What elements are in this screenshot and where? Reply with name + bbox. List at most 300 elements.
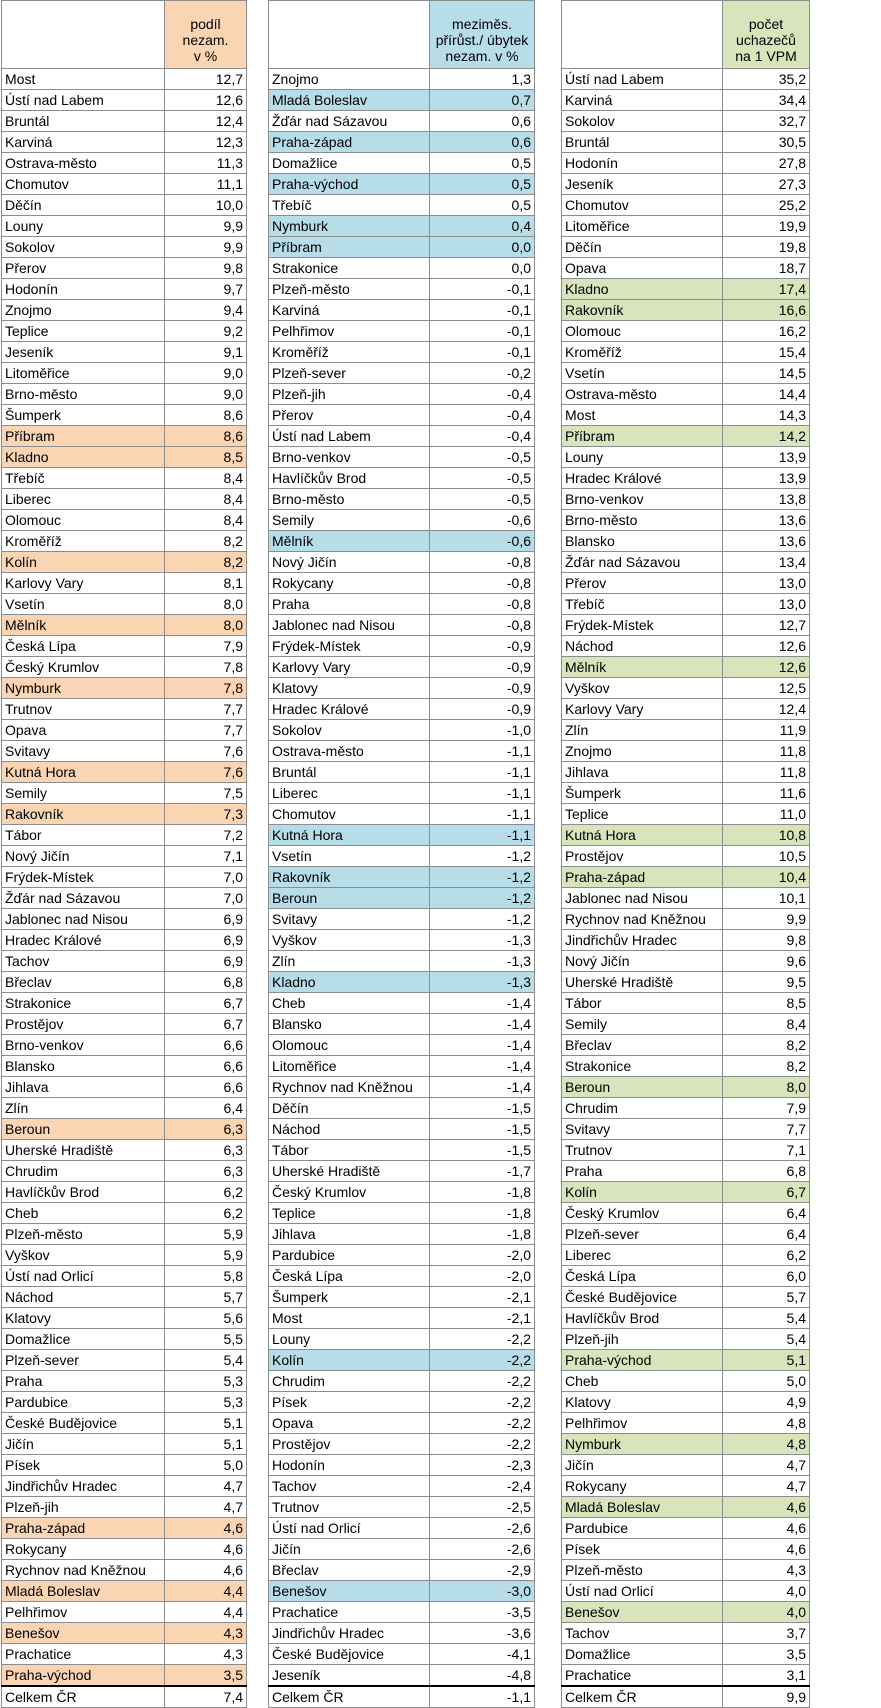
district-value: 7,5 [165, 783, 247, 804]
district-name: Rakovník [562, 300, 723, 321]
district-value: 6,7 [723, 1182, 810, 1203]
district-name: Brno-město [2, 384, 165, 405]
district-name: České Budějovice [2, 1413, 165, 1434]
table-row [2, 1329, 247, 1350]
district-name: Beroun [269, 888, 430, 909]
district-name: Český Krumlov [2, 657, 165, 678]
district-value: 8,4 [723, 1014, 810, 1035]
table-row [2, 1161, 247, 1182]
district-name: Žďár nad Sázavou [2, 888, 165, 909]
district-name: Jeseník [2, 342, 165, 363]
district-name: Vsetín [269, 846, 430, 867]
district-name: Prostějov [2, 1014, 165, 1035]
district-value: 4,7 [165, 1476, 247, 1497]
table-row [562, 888, 810, 909]
district-value: 4,0 [723, 1581, 810, 1602]
table-row [562, 279, 810, 300]
district-name: Tábor [562, 993, 723, 1014]
district-name: Tachov [562, 1623, 723, 1644]
district-value: -1,4 [430, 1014, 535, 1035]
table-row [562, 132, 810, 153]
district-value: 9,1 [165, 342, 247, 363]
district-value: 4,7 [723, 1476, 810, 1497]
district-name: Písek [562, 1539, 723, 1560]
district-value: -0,9 [430, 699, 535, 720]
district-value: -2,5 [430, 1497, 535, 1518]
district-name: Prachatice [269, 1602, 430, 1623]
table-row [269, 1329, 535, 1350]
table-row [562, 678, 810, 699]
district-name: Jindřichův Hradec [269, 1623, 430, 1644]
district-value: 9,0 [165, 363, 247, 384]
table-row [562, 762, 810, 783]
district-name: Uherské Hradiště [269, 1161, 430, 1182]
table-row [269, 741, 535, 762]
district-value: 9,2 [165, 321, 247, 342]
district-value: 6,3 [165, 1119, 247, 1140]
district-name: Hodonín [562, 153, 723, 174]
district-name: Rakovník [269, 867, 430, 888]
table-row [269, 1455, 535, 1476]
district-value: -0,9 [430, 657, 535, 678]
district-name: Karviná [2, 132, 165, 153]
district-value: 12,4 [165, 111, 247, 132]
district-name: Domažlice [2, 1329, 165, 1350]
table-row [2, 1623, 247, 1644]
table-row [562, 552, 810, 573]
district-value: -0,4 [430, 384, 535, 405]
district-name: Tachov [269, 1476, 430, 1497]
district-name: Kolín [562, 1182, 723, 1203]
table-row [562, 510, 810, 531]
district-value: -1,4 [430, 1077, 535, 1098]
district-name: Hodonín [269, 1455, 430, 1476]
name-header [2, 1, 165, 69]
district-name: Znojmo [2, 300, 165, 321]
district-name: Chomutov [562, 195, 723, 216]
table-row [2, 111, 247, 132]
district-value: 8,0 [165, 615, 247, 636]
table-row [562, 972, 810, 993]
district-name: Brno-venkov [562, 489, 723, 510]
district-value: -4,1 [430, 1644, 535, 1665]
district-name: Karlovy Vary [269, 657, 430, 678]
value-header: meziměs. přírůst./ úbytek nezam. v % [430, 1, 535, 69]
table-row [2, 216, 247, 237]
district-value: -0,1 [430, 279, 535, 300]
table-row [562, 1644, 810, 1665]
district-value: -1,8 [430, 1203, 535, 1224]
table-row [562, 468, 810, 489]
district-name: Praha [269, 594, 430, 615]
district-value: 4,6 [165, 1518, 247, 1539]
district-value: 5,6 [165, 1308, 247, 1329]
district-name: Příbram [562, 426, 723, 447]
district-name: Rakovník [2, 804, 165, 825]
district-name: Liberec [562, 1245, 723, 1266]
district-value: 10,5 [723, 846, 810, 867]
district-value: 8,6 [165, 405, 247, 426]
name-header [269, 1, 430, 69]
table-row [269, 1476, 535, 1497]
table-row [2, 405, 247, 426]
table-row [562, 90, 810, 111]
district-name: Brno-město [562, 510, 723, 531]
district-value: -1,8 [430, 1224, 535, 1245]
district-value: -2,6 [430, 1518, 535, 1539]
table-row [2, 720, 247, 741]
district-name: Jičín [269, 1539, 430, 1560]
table-row [2, 825, 247, 846]
district-value: 6,6 [165, 1077, 247, 1098]
district-name: Plzeň-město [2, 1224, 165, 1245]
district-value: 4,7 [723, 1455, 810, 1476]
district-value: 0,0 [430, 237, 535, 258]
table-row [269, 489, 535, 510]
district-value: 11,6 [723, 783, 810, 804]
table-row [562, 1560, 810, 1581]
district-value: 19,8 [723, 237, 810, 258]
district-value: -2,2 [430, 1413, 535, 1434]
table-row [562, 195, 810, 216]
district-value: 4,6 [723, 1497, 810, 1518]
table-row [562, 363, 810, 384]
district-value: -0,5 [430, 468, 535, 489]
district-value: 4,0 [723, 1602, 810, 1623]
district-name: Louny [269, 1329, 430, 1350]
district-name: Havlíčkův Brod [2, 1182, 165, 1203]
district-name: Ústí nad Orlicí [562, 1581, 723, 1602]
table-row [2, 1476, 247, 1497]
district-name: Pardubice [269, 1245, 430, 1266]
district-value: 3,1 [723, 1665, 810, 1687]
district-name: Písek [269, 1392, 430, 1413]
table-row [2, 174, 247, 195]
district-value: 4,6 [723, 1539, 810, 1560]
table-row [562, 447, 810, 468]
district-value: 8,2 [723, 1056, 810, 1077]
district-value: 4,3 [165, 1644, 247, 1665]
district-value: 4,9 [723, 1392, 810, 1413]
district-value: 12,3 [165, 132, 247, 153]
district-name: Rychnov nad Kněžnou [269, 1077, 430, 1098]
district-name: Opava [269, 1413, 430, 1434]
table-row [2, 1308, 247, 1329]
district-name: Rychnov nad Kněžnou [2, 1560, 165, 1581]
table-row [269, 1623, 535, 1644]
district-value: 9,8 [165, 258, 247, 279]
table-row [562, 1203, 810, 1224]
district-name: Tachov [2, 951, 165, 972]
district-value: 8,5 [165, 447, 247, 468]
total-label: Celkem ČR [2, 1686, 165, 1708]
district-name: Semily [269, 510, 430, 531]
district-name: Rokycany [269, 573, 430, 594]
district-value: 6,3 [165, 1161, 247, 1182]
district-value: 8,6 [165, 426, 247, 447]
district-value: -1,4 [430, 1035, 535, 1056]
table-row [269, 510, 535, 531]
table-row [2, 552, 247, 573]
table-row [2, 615, 247, 636]
table-row [562, 1014, 810, 1035]
district-value: 5,1 [165, 1434, 247, 1455]
district-name: Břeclav [2, 972, 165, 993]
table-row [2, 888, 247, 909]
table-row [562, 258, 810, 279]
district-value: 0,7 [430, 90, 535, 111]
table-row [2, 1539, 247, 1560]
district-value: 6,2 [165, 1182, 247, 1203]
district-name: Ostrava-město [2, 153, 165, 174]
district-value: 1,3 [430, 69, 535, 90]
district-value: -1,8 [430, 1182, 535, 1203]
table-row [269, 1119, 535, 1140]
total-value: 9,9 [723, 1686, 810, 1708]
district-value: -2,9 [430, 1560, 535, 1581]
table-row [269, 1602, 535, 1623]
district-name: Blansko [269, 1014, 430, 1035]
district-name: Česká Lípa [562, 1266, 723, 1287]
district-value: 14,5 [723, 363, 810, 384]
table-row [2, 384, 247, 405]
district-value: 8,4 [165, 468, 247, 489]
district-value: 8,0 [165, 594, 247, 615]
table-row [562, 531, 810, 552]
table-row [562, 1098, 810, 1119]
table-row [2, 237, 247, 258]
district-name: Liberec [269, 783, 430, 804]
district-name: Pelhřimov [2, 1602, 165, 1623]
table-row [2, 1245, 247, 1266]
district-value: 5,8 [165, 1266, 247, 1287]
district-name: Olomouc [2, 510, 165, 531]
district-name: Tábor [2, 825, 165, 846]
district-name: Strakonice [269, 258, 430, 279]
table-row [269, 1497, 535, 1518]
table-row [269, 132, 535, 153]
table-row [2, 1434, 247, 1455]
district-value: -0,6 [430, 531, 535, 552]
district-name: Rychnov nad Kněžnou [562, 909, 723, 930]
district-name: Nymburk [2, 678, 165, 699]
table-row [269, 1665, 535, 1687]
table-row [269, 1392, 535, 1413]
table-row [2, 1350, 247, 1371]
district-value: 4,8 [723, 1434, 810, 1455]
table-row [562, 1224, 810, 1245]
table-row [269, 69, 535, 90]
district-name: Svitavy [2, 741, 165, 762]
district-value: 13,9 [723, 447, 810, 468]
table-row [269, 1266, 535, 1287]
district-name: Plzeň-město [269, 279, 430, 300]
district-name: Vsetín [2, 594, 165, 615]
district-name: Písek [2, 1455, 165, 1476]
table-row [2, 762, 247, 783]
district-name: Náchod [269, 1119, 430, 1140]
unemployment-share-table [1, 0, 247, 1708]
table-row [562, 741, 810, 762]
table-row [269, 153, 535, 174]
table-row [2, 195, 247, 216]
table-row [269, 1434, 535, 1455]
table-row [562, 1581, 810, 1602]
table-row [2, 258, 247, 279]
district-value: -1,2 [430, 888, 535, 909]
district-value: 6,9 [165, 951, 247, 972]
table-row [2, 300, 247, 321]
district-name: Pardubice [562, 1518, 723, 1539]
district-value: 15,4 [723, 342, 810, 363]
table-row [562, 1518, 810, 1539]
table-row [269, 783, 535, 804]
district-name: Plzeň-sever [2, 1350, 165, 1371]
district-value: -1,1 [430, 762, 535, 783]
district-name: Strakonice [2, 993, 165, 1014]
district-name: Mladá Boleslav [562, 1497, 723, 1518]
district-value: 11,8 [723, 741, 810, 762]
district-value: 4,4 [165, 1581, 247, 1602]
district-name: Děčín [562, 237, 723, 258]
table-row [269, 426, 535, 447]
table-row [562, 300, 810, 321]
district-value: 34,4 [723, 90, 810, 111]
district-value: 13,6 [723, 510, 810, 531]
district-name: Kroměříž [269, 342, 430, 363]
district-value: 6,0 [723, 1266, 810, 1287]
district-value: 12,6 [723, 657, 810, 678]
district-name: Litoměřice [562, 216, 723, 237]
table-row [269, 321, 535, 342]
district-value: 0,6 [430, 111, 535, 132]
district-name: Frýdek-Místek [269, 636, 430, 657]
district-name: Sokolov [2, 237, 165, 258]
district-value: 11,8 [723, 762, 810, 783]
district-name: Svitavy [562, 1119, 723, 1140]
district-name: Brno-venkov [269, 447, 430, 468]
district-name: Karlovy Vary [562, 699, 723, 720]
district-value: 10,8 [723, 825, 810, 846]
district-name: České Budějovice [269, 1644, 430, 1665]
table-row [562, 426, 810, 447]
district-value: 6,2 [723, 1245, 810, 1266]
district-value: -2,0 [430, 1266, 535, 1287]
district-name: Přerov [269, 405, 430, 426]
table-row [2, 636, 247, 657]
applicants-per-vacancy-table [561, 0, 810, 1708]
table-row [2, 1014, 247, 1035]
district-name: Praha-západ [2, 1518, 165, 1539]
district-value: 13,6 [723, 531, 810, 552]
table-row [269, 1518, 535, 1539]
district-name: Plzeň-jih [562, 1329, 723, 1350]
table-row [2, 1203, 247, 1224]
table-row [269, 1140, 535, 1161]
district-name: Náchod [2, 1287, 165, 1308]
table-row [269, 1161, 535, 1182]
district-name: Chrudim [269, 1371, 430, 1392]
district-name: Plzeň-sever [562, 1224, 723, 1245]
district-name: Teplice [2, 321, 165, 342]
table-row [562, 1392, 810, 1413]
district-name: Chomutov [2, 174, 165, 195]
district-name: Domažlice [562, 1644, 723, 1665]
district-name: Jihlava [562, 762, 723, 783]
district-name: Jičín [562, 1455, 723, 1476]
district-value: -0,6 [430, 510, 535, 531]
district-name: Cheb [562, 1371, 723, 1392]
table-row [2, 573, 247, 594]
district-name: Jičín [2, 1434, 165, 1455]
district-name: Benešov [562, 1602, 723, 1623]
table-row [269, 720, 535, 741]
district-value: -1,3 [430, 930, 535, 951]
table-row [562, 594, 810, 615]
district-value: 12,5 [723, 678, 810, 699]
table-row [2, 468, 247, 489]
district-value: -0,9 [430, 678, 535, 699]
district-name: Karviná [562, 90, 723, 111]
district-name: Louny [562, 447, 723, 468]
district-value: 4,3 [165, 1623, 247, 1644]
district-name: Česká Lípa [269, 1266, 430, 1287]
district-name: Chrudim [562, 1098, 723, 1119]
district-value: 7,1 [723, 1140, 810, 1161]
district-name: Česká Lípa [2, 636, 165, 657]
table-row [562, 1266, 810, 1287]
district-value: -1,5 [430, 1098, 535, 1119]
district-name: Šumperk [562, 783, 723, 804]
table-row [562, 951, 810, 972]
district-name: Karlovy Vary [2, 573, 165, 594]
table-row [269, 1056, 535, 1077]
table-row [269, 1245, 535, 1266]
name-header [562, 1, 723, 69]
table-row [269, 993, 535, 1014]
table-row [269, 405, 535, 426]
district-value: 6,6 [165, 1035, 247, 1056]
district-value: -0,2 [430, 363, 535, 384]
district-value: -0,8 [430, 615, 535, 636]
district-name: Blansko [2, 1056, 165, 1077]
table-row [562, 384, 810, 405]
district-value: 10,4 [723, 867, 810, 888]
district-name: Opava [2, 720, 165, 741]
table-row [562, 1182, 810, 1203]
district-value: 5,1 [723, 1350, 810, 1371]
table-row [562, 615, 810, 636]
district-name: Tábor [269, 1140, 430, 1161]
table-row [2, 1098, 247, 1119]
district-value: 4,6 [165, 1539, 247, 1560]
district-value: 5,0 [723, 1371, 810, 1392]
district-value: 7,2 [165, 825, 247, 846]
district-name: Přerov [2, 258, 165, 279]
district-value: 6,4 [165, 1098, 247, 1119]
district-name: Český Krumlov [562, 1203, 723, 1224]
table-row [269, 1539, 535, 1560]
table-row [269, 1014, 535, 1035]
table-row [562, 657, 810, 678]
table-row [269, 363, 535, 384]
table-row [562, 216, 810, 237]
district-name: Jihlava [269, 1224, 430, 1245]
district-value: 7,6 [165, 741, 247, 762]
district-value: -3,6 [430, 1623, 535, 1644]
district-value: 13,9 [723, 468, 810, 489]
district-value: -0,9 [430, 636, 535, 657]
